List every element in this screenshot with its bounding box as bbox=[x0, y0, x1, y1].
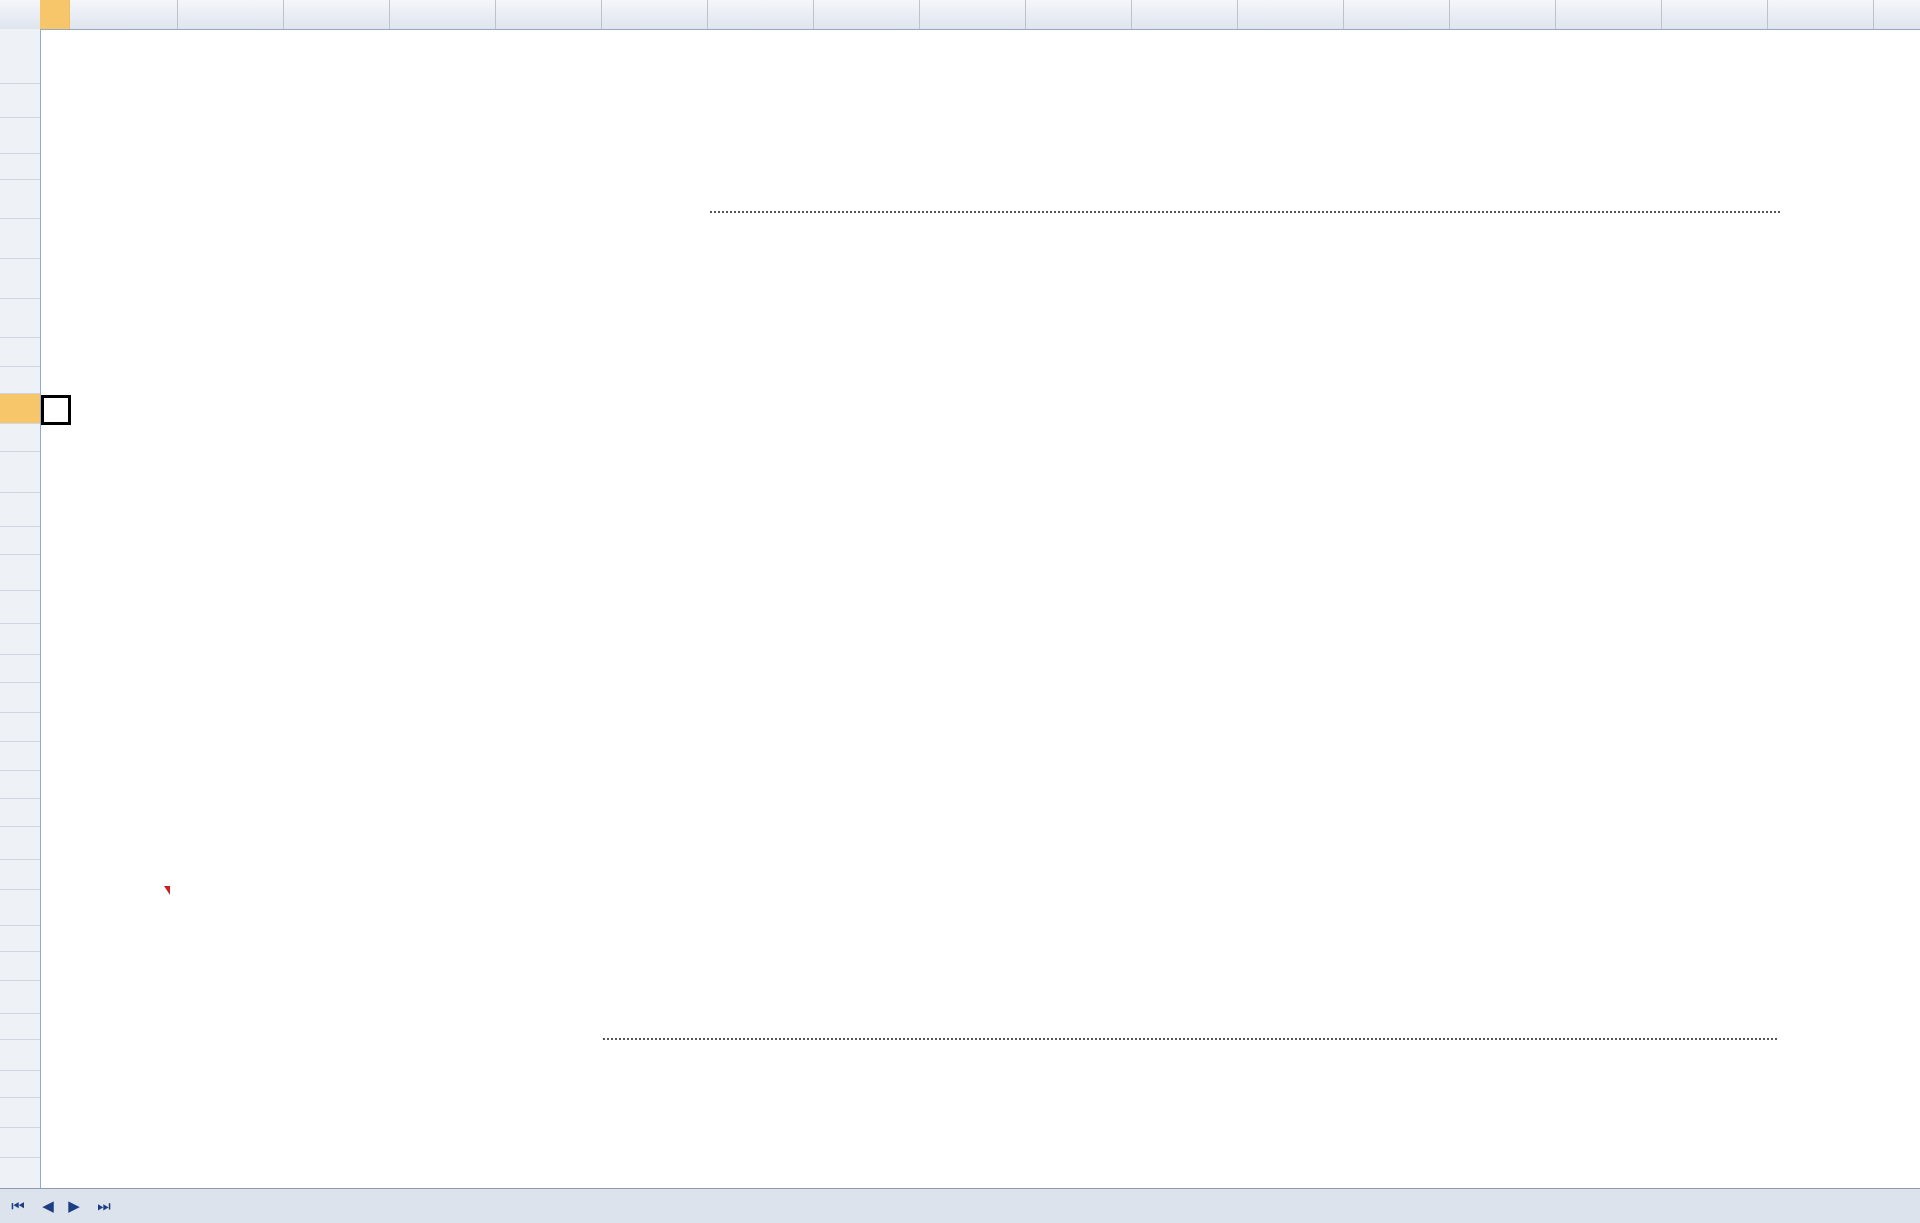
column-header-a[interactable] bbox=[40, 0, 70, 29]
row-header-6[interactable] bbox=[0, 219, 40, 259]
row-header-19[interactable] bbox=[0, 655, 40, 683]
issuable-rule bbox=[603, 1038, 1777, 1040]
row-header-26[interactable] bbox=[0, 860, 40, 890]
row-header-22[interactable] bbox=[0, 742, 40, 771]
row-header-24[interactable] bbox=[0, 799, 40, 827]
column-header-k[interactable] bbox=[1026, 0, 1132, 29]
first-sheet-icon[interactable]: ⏮ bbox=[11, 1197, 25, 1215]
column-header-q[interactable] bbox=[1662, 0, 1768, 29]
sheet-tab-bar bbox=[0, 1188, 1920, 1223]
row-header-34[interactable] bbox=[0, 1098, 40, 1128]
column-header-l[interactable] bbox=[1132, 0, 1238, 29]
row-header-17[interactable] bbox=[0, 591, 40, 624]
row-header-27[interactable] bbox=[0, 890, 40, 926]
row-header-16[interactable] bbox=[0, 555, 40, 591]
row-header-7[interactable] bbox=[0, 259, 40, 299]
column-header-g[interactable] bbox=[602, 0, 708, 29]
row-header-21[interactable] bbox=[0, 713, 40, 742]
row-header-10[interactable] bbox=[0, 367, 40, 394]
last-sheet-icon[interactable]: ⏭ bbox=[97, 1197, 111, 1215]
active-cell-cursor[interactable] bbox=[41, 395, 71, 425]
column-header-b[interactable] bbox=[70, 0, 178, 29]
row-header-4[interactable] bbox=[0, 154, 40, 180]
column-header-o[interactable] bbox=[1450, 0, 1556, 29]
column-header-m[interactable] bbox=[1238, 0, 1344, 29]
row-header-11[interactable] bbox=[0, 394, 40, 424]
row-header-bar bbox=[0, 29, 41, 1188]
row-header-32[interactable] bbox=[0, 1040, 40, 1071]
row-header-30[interactable] bbox=[0, 981, 40, 1014]
column-header-i[interactable] bbox=[814, 0, 920, 29]
prev-sheet-icon[interactable]: ◀ bbox=[42, 1197, 54, 1215]
column-header-c[interactable] bbox=[178, 0, 284, 29]
row-header-5[interactable] bbox=[0, 180, 40, 219]
row-header-25[interactable] bbox=[0, 827, 40, 860]
row-header-8[interactable] bbox=[0, 299, 40, 338]
row-header-15[interactable] bbox=[0, 527, 40, 555]
column-header-h[interactable] bbox=[708, 0, 814, 29]
column-header-n[interactable] bbox=[1344, 0, 1450, 29]
row-header-28[interactable] bbox=[0, 926, 40, 952]
column-header-f[interactable] bbox=[496, 0, 602, 29]
next-sheet-icon[interactable]: ▶ bbox=[68, 1197, 80, 1215]
row-header-31[interactable] bbox=[0, 1014, 40, 1040]
row-header-20[interactable] bbox=[0, 683, 40, 713]
column-header-d[interactable] bbox=[284, 0, 390, 29]
row-header-33[interactable] bbox=[0, 1071, 40, 1098]
row-header-9[interactable] bbox=[0, 338, 40, 367]
column-header-r[interactable] bbox=[1768, 0, 1874, 29]
assumed-header-rule bbox=[710, 211, 1780, 213]
row-header-2[interactable] bbox=[0, 84, 40, 118]
row-header-3[interactable] bbox=[0, 118, 40, 154]
row-header-13[interactable] bbox=[0, 452, 40, 493]
column-header-p[interactable] bbox=[1556, 0, 1662, 29]
row-header-35[interactable] bbox=[0, 1128, 40, 1158]
row-header-23[interactable] bbox=[0, 771, 40, 799]
column-header-j[interactable] bbox=[920, 0, 1026, 29]
row-header-14[interactable] bbox=[0, 493, 40, 527]
row-header-12[interactable] bbox=[0, 424, 40, 452]
row-header-29[interactable] bbox=[0, 952, 40, 981]
row-header-1[interactable] bbox=[0, 40, 40, 84]
comment-indicator-icon[interactable] bbox=[164, 886, 170, 895]
column-header-e[interactable] bbox=[390, 0, 496, 29]
row-header-18[interactable] bbox=[0, 624, 40, 655]
column-header-bar bbox=[0, 0, 1920, 30]
